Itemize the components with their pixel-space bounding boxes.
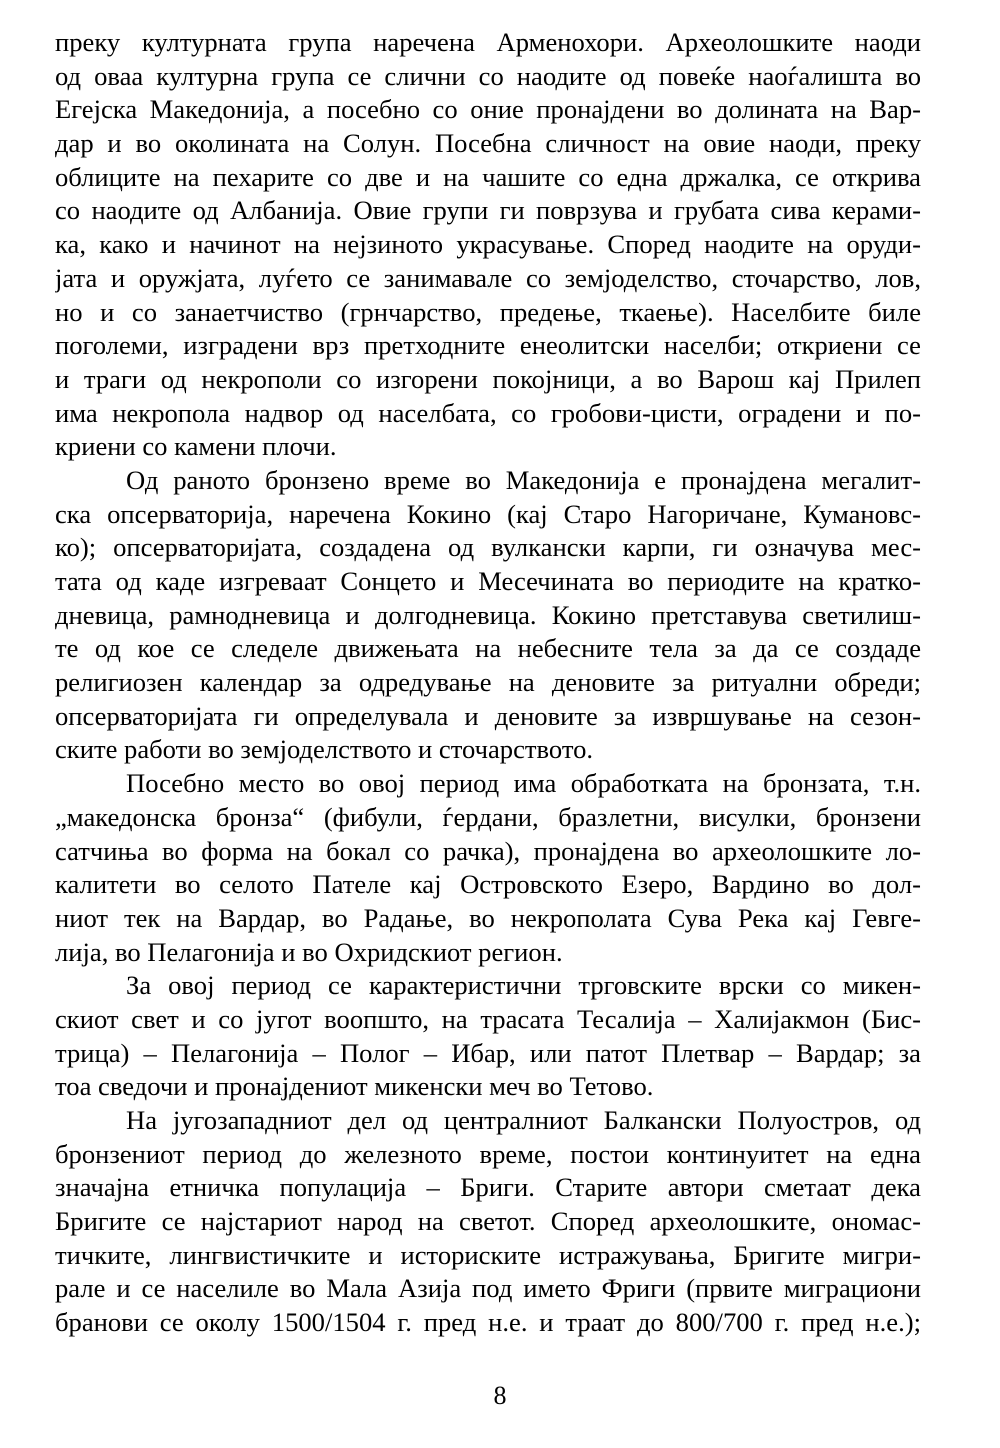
text-line: јата и оружјата, луѓето се занимавале со земјоделство, сточарство, лов, <box>55 262 921 293</box>
text-line: но и со занаетчиство (грнчарство, предење, ткаење). Населбите биле <box>55 296 921 327</box>
text-line: религиозен календар за одредување на деновите за ритуални обреди; <box>55 667 921 698</box>
text-line: дар и во околината на Солун. Посебна сличност на овие наоди, преку <box>55 128 921 159</box>
paragraph <box>55 464 921 767</box>
text-line: ка, како и начинот на нејзиното украсување. Според наодите на оруди- <box>55 229 921 260</box>
page-body <box>55 26 921 1340</box>
page-number: 8 <box>493 1381 507 1410</box>
text-line: тата од каде изгреваат Сонцето и Месечината во периодите на кратко- <box>55 566 921 596</box>
text-line: со наодите од Албанија. Овие групи ги поврзува и грубата сива керами- <box>55 195 921 226</box>
text-line: ко); опсерваторијата, создадена од вулкански карпи, ги означува мес- <box>55 532 921 563</box>
paragraph <box>55 1104 921 1340</box>
text-line: „македонска бронза“ (фибули, ѓердани, бразлетни, висулки, бронзени <box>55 801 921 832</box>
text-line: Бригите се најстариот народ на светот. Според археолошките, ономас- <box>55 1206 921 1237</box>
text-line: опсерваторијата ги определувала и деновите за извршување на сезон- <box>55 700 921 731</box>
text-line: значајна етничка популација – Бриги. Старите автори сметаат дека <box>55 1172 921 1203</box>
text-line: бронзениот период до железното време, постои континуитет на една <box>55 1138 921 1169</box>
text-line: те од кое се следеле движењата на небесните тела за да се создаде <box>55 633 921 664</box>
text-line: дневица, рамнодневица и долгодневица. Кокино претставува светилиш- <box>55 599 921 630</box>
text-line: има некропола надвор од населбата, со гробови-цисти, оградени и по- <box>55 397 921 428</box>
text-line: ска опсерваторија, наречена Кокино (кај Старо Нагоричане, Кумановс- <box>55 498 921 529</box>
text-line: трица) – Пелагонија – Полог – Ибар, или патот Плетвар – Вардар; за <box>55 1037 921 1068</box>
text-line: поголеми, изградени врз претходните енеолитски населби; откриени се <box>55 330 921 361</box>
text-line: криени со камени плочи. <box>55 431 337 462</box>
paragraph <box>55 969 921 1104</box>
text-line: ските работи во земјоделството и сточарството. <box>55 734 594 765</box>
text-line: тоа сведочи и пронајдениот микенски меч во Тетово. <box>55 1071 654 1102</box>
paragraph <box>55 767 921 969</box>
text-line: тичките, лингвистичките и историските истражувања, Бригите мигри- <box>55 1239 921 1270</box>
text-line: калитети во селото Пателе кај Островското Езеро, Вардино во дол- <box>55 869 921 900</box>
text-line: За овој период се карактеристични трговските врски со микен- <box>126 970 921 1001</box>
text-line: од оваа културна група се слични со наодите од повеќе наоѓалишта во <box>55 60 921 91</box>
text-line: скиот свет и со југот воопшто, на трасата Тесалија – Халијакмон (Бис- <box>55 1003 921 1034</box>
text-line: Посебно место во овој период има обработката на бронзата, т.н. <box>126 768 921 799</box>
text-line: рале и се населиле во Мала Азија под името Фриги (првите миграциони <box>55 1273 921 1304</box>
text-line: сатчиња во форма на бокал со рачка), пронајдена во археолошките ло- <box>55 835 921 866</box>
text-line: преку културната група наречена Арменохори. Археолошките наоди <box>55 27 921 57</box>
text-line: и траги од некрополи со изгорени покојници, а во Варош кај Прилеп <box>55 363 921 394</box>
text-line: На југозападниот дел од централниот Балкански Полуостров, од <box>126 1105 921 1135</box>
text-line: лија, во Пелагонија и во Охридскиот регион. <box>55 936 563 967</box>
text-line: облиците на пехарите со две и на чашите со една држалка, се открива <box>55 161 921 192</box>
text-line: ниот тек на Вардар, во Радање, во некрополата Сува Река кај Гевге- <box>55 902 921 933</box>
paragraph <box>55 26 921 464</box>
text-line: Егејска Македонија, а посебно со оние пронајдени во долината на Вар- <box>55 94 921 125</box>
text-line: Од раното бронзено време во Македонија е пронајдена мегалит- <box>126 464 921 495</box>
text-line: бранови се околу 1500/1504 г. пред н.е. и траат до 800/700 г. пред н.е.); <box>55 1307 921 1338</box>
